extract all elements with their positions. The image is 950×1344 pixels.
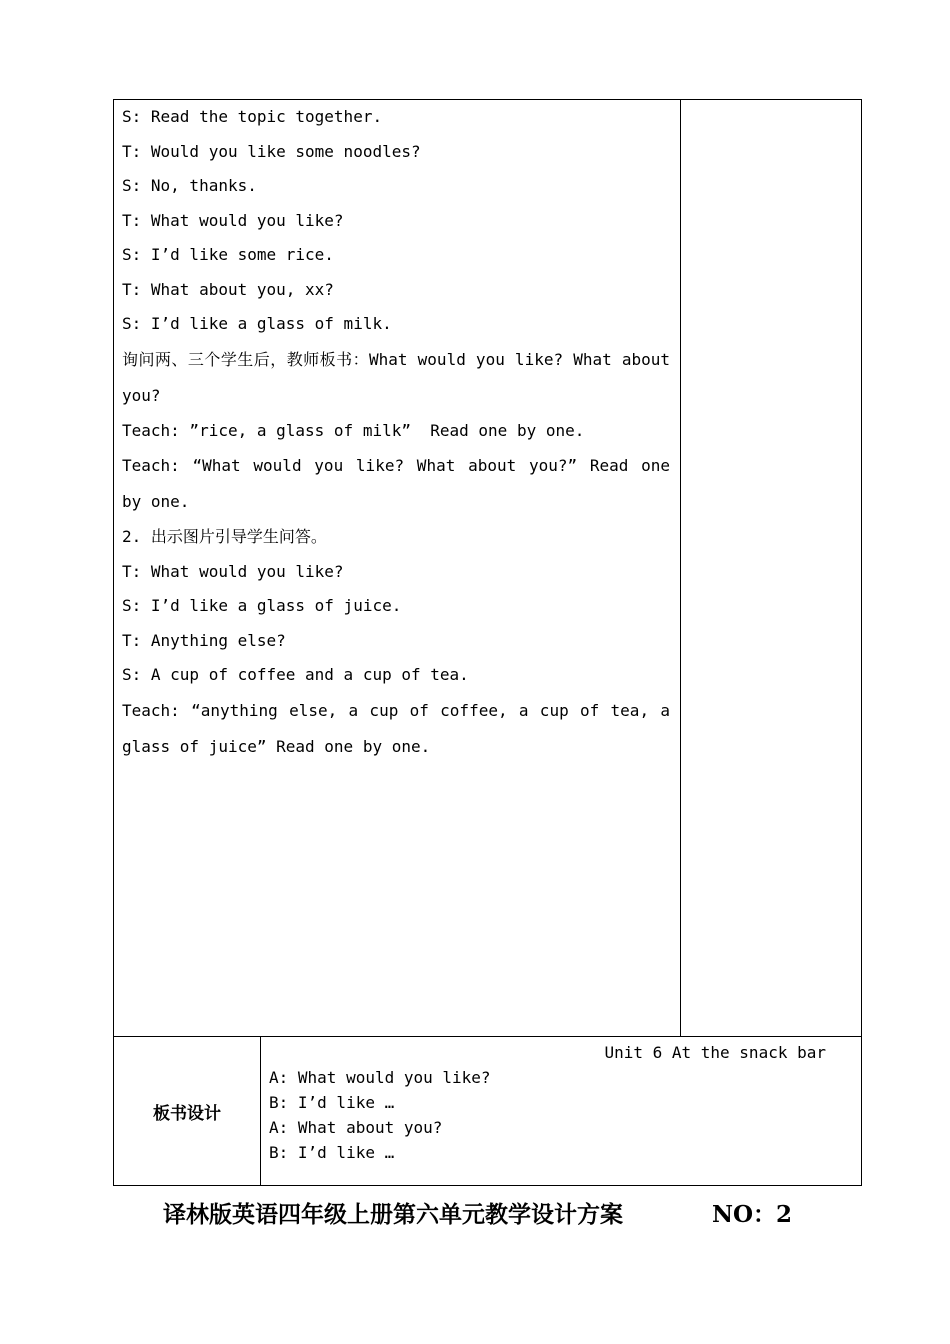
lesson-line: T: What would you like?: [122, 561, 344, 581]
lesson-line: Teach: ”rice, a glass of milk” Read one by one.: [122, 420, 585, 440]
document-number: NO：2: [712, 1201, 793, 1228]
lesson-process-table: [113, 99, 862, 1037]
column-divider: [680, 100, 681, 1036]
lesson-line: T: What would you like?: [122, 210, 344, 230]
lesson-line: S: I’d like some rice.: [122, 245, 334, 264]
lesson-line: T: Would you like some noodles?: [122, 141, 421, 161]
board-design-table: [113, 1036, 862, 1186]
lesson-line: T: What about you, xx?: [122, 279, 334, 299]
board-line: B: I’d like …: [269, 1143, 395, 1162]
board-line: B: I’d like …: [269, 1093, 395, 1112]
lesson-line: S: I’d like a glass of milk.: [122, 314, 392, 333]
lesson-line: S: Read the topic together.: [122, 107, 383, 126]
lesson-process-content: [122, 100, 670, 765]
lesson-line: S: I’d like a glass of juice.: [122, 596, 402, 615]
board-title: Unit 6 At the snack bar: [604, 1043, 826, 1062]
lesson-line: 2. 出示图片引导学生问答。: [122, 527, 327, 546]
lesson-line: Teach: “anything else, a cup of coffee, a cup of tea, a glass of juice” Read one by one.: [122, 700, 670, 756]
board-line: A: What would you like?: [269, 1068, 491, 1087]
column-divider: [260, 1037, 261, 1185]
lesson-line: S: A cup of coffee and a cup of tea.: [122, 665, 469, 684]
lesson-line: 询问两、三个学生后，教师板书：What would you like? What about you?: [122, 349, 670, 405]
board-design-label: 板书设计: [153, 1103, 221, 1124]
board-design-content: [269, 1040, 854, 1165]
lesson-line: T: Anything else?: [122, 630, 286, 650]
board-line: A: What about you?: [269, 1118, 443, 1137]
lesson-line: Teach: “What would you like? What about you?” Read one by one.: [122, 456, 670, 511]
lesson-line: S: No, thanks.: [122, 176, 257, 195]
document-footer-title: 译林版英语四年级上册第六单元教学设计方案: [163, 1201, 623, 1228]
